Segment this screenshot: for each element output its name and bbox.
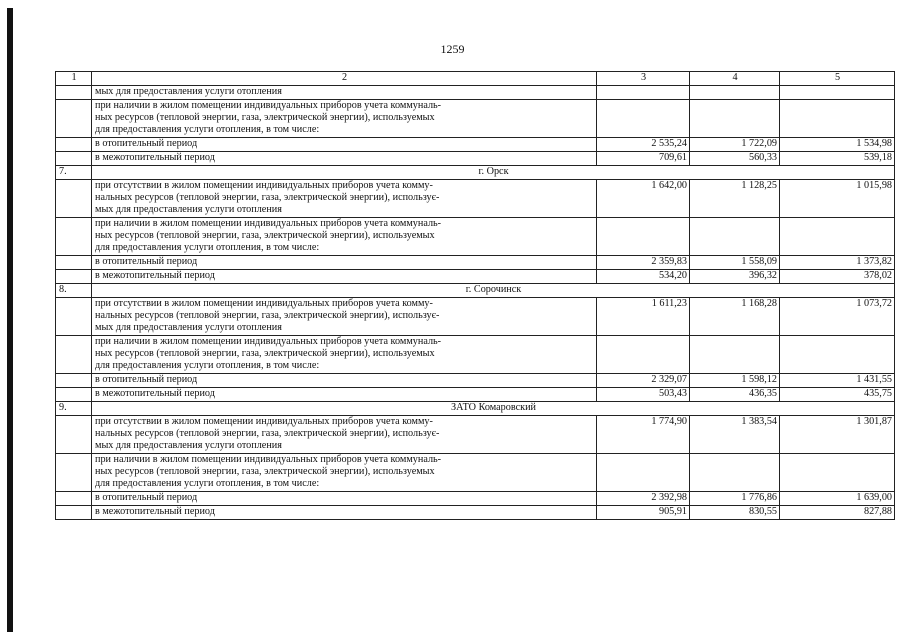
table-row bbox=[56, 138, 895, 152]
header-cell: 5 bbox=[780, 72, 895, 86]
description-cell bbox=[92, 374, 597, 388]
value-col5 bbox=[780, 336, 895, 374]
value-col5 bbox=[780, 100, 895, 138]
value-col5: 378,02 bbox=[780, 270, 895, 284]
value-col5: 1 431,55 bbox=[780, 374, 895, 388]
value-col5: 827,88 bbox=[780, 506, 895, 520]
value-col4: 1 168,28 bbox=[690, 298, 780, 336]
description-line: в межотопительный период bbox=[95, 388, 215, 399]
value-col3: 503,43 bbox=[597, 388, 690, 402]
description-cell bbox=[92, 492, 597, 506]
description-line: ных ресурсов (тепловой энергии, газа, электрической энергии), используемых bbox=[95, 466, 435, 477]
value-col3: 1 642,00 bbox=[597, 180, 690, 218]
header-cell: 2 bbox=[92, 72, 597, 86]
header-cell: 1 bbox=[56, 72, 92, 86]
description-line: при наличии в жилом помещении индивидуальных приборов учета коммуналь- bbox=[95, 336, 442, 347]
value-col3 bbox=[597, 336, 690, 374]
table-row bbox=[56, 152, 895, 166]
table-row bbox=[56, 336, 895, 374]
description-line: нальных ресурсов (тепловой энергии, газа, электрической энергии), использує- bbox=[95, 192, 440, 203]
value-col3: 905,91 bbox=[597, 506, 690, 520]
value-col3: 1 611,23 bbox=[597, 298, 690, 336]
value-col4 bbox=[690, 86, 780, 100]
value-col3: 1 774,90 bbox=[597, 416, 690, 454]
description-cell bbox=[92, 152, 597, 166]
table-header-row bbox=[56, 72, 895, 86]
row-number bbox=[56, 180, 92, 218]
description-line: мых для предоставления услуги отопления bbox=[95, 440, 282, 451]
table-row bbox=[56, 492, 895, 506]
value-col4 bbox=[690, 336, 780, 374]
row-number: 9. bbox=[56, 402, 92, 416]
value-col4: 560,33 bbox=[690, 152, 780, 166]
row-number bbox=[56, 86, 92, 100]
tariff-table-body bbox=[56, 72, 895, 520]
row-number: 7. bbox=[56, 166, 92, 180]
description-line: мых для предоставления услуги отопления bbox=[95, 86, 282, 97]
row-number bbox=[56, 152, 92, 166]
description-line: в отопительный период bbox=[95, 256, 198, 267]
binding-edge bbox=[7, 8, 13, 632]
value-col4 bbox=[690, 218, 780, 256]
table-row bbox=[56, 100, 895, 138]
description-cell bbox=[92, 180, 597, 218]
description-line: при отсутствии в жилом помещении индивидуальных приборов учета комму- bbox=[95, 416, 433, 427]
row-number bbox=[56, 454, 92, 492]
description-line: при отсутствии в жилом помещении индивидуальных приборов учета комму- bbox=[95, 298, 433, 309]
value-col3: 534,20 bbox=[597, 270, 690, 284]
description-cell bbox=[92, 100, 597, 138]
description-line: ных ресурсов (тепловой энергии, газа, электрической энергии), используемых bbox=[95, 112, 435, 123]
table-row bbox=[56, 86, 895, 100]
row-number bbox=[56, 298, 92, 336]
header-cell: 4 bbox=[690, 72, 780, 86]
description-cell bbox=[92, 336, 597, 374]
row-number bbox=[56, 336, 92, 374]
table-row bbox=[56, 180, 895, 218]
value-col4: 396,32 bbox=[690, 270, 780, 284]
value-col4: 1 776,86 bbox=[690, 492, 780, 506]
value-col5: 1 301,87 bbox=[780, 416, 895, 454]
value-col5: 1 073,72 bbox=[780, 298, 895, 336]
row-number bbox=[56, 388, 92, 402]
description-line: при наличии в жилом помещении индивидуальных приборов учета коммуналь- bbox=[95, 100, 442, 111]
value-col4: 1 598,12 bbox=[690, 374, 780, 388]
description-cell bbox=[92, 270, 597, 284]
row-number bbox=[56, 100, 92, 138]
description-cell bbox=[92, 138, 597, 152]
header-cell: 3 bbox=[597, 72, 690, 86]
description-line: нальных ресурсов (тепловой энергии, газа, электрической энергии), использує- bbox=[95, 310, 440, 321]
row-number bbox=[56, 138, 92, 152]
value-col4: 436,35 bbox=[690, 388, 780, 402]
value-col5: 539,18 bbox=[780, 152, 895, 166]
value-col5: 1 534,98 bbox=[780, 138, 895, 152]
description-cell bbox=[92, 388, 597, 402]
table-row bbox=[56, 388, 895, 402]
value-col4: 1 128,25 bbox=[690, 180, 780, 218]
value-col4: 1 383,54 bbox=[690, 416, 780, 454]
description-line: мых для предоставления услуги отопления bbox=[95, 204, 282, 215]
table-row bbox=[56, 256, 895, 270]
description-line: мых для предоставления услуги отопления bbox=[95, 322, 282, 333]
row-number bbox=[56, 492, 92, 506]
description-line: в отопительный период bbox=[95, 374, 198, 385]
description-cell bbox=[92, 298, 597, 336]
value-col5: 1 015,98 bbox=[780, 180, 895, 218]
row-number bbox=[56, 506, 92, 520]
row-number bbox=[56, 374, 92, 388]
table-row bbox=[56, 416, 895, 454]
description-line: для предоставления услуги отопления, в том числе: bbox=[95, 360, 320, 371]
row-number bbox=[56, 416, 92, 454]
table-row bbox=[56, 218, 895, 256]
description-line: в отопительный период bbox=[95, 492, 198, 503]
table-row bbox=[56, 454, 895, 492]
value-col3: 709,61 bbox=[597, 152, 690, 166]
value-col5: 435,75 bbox=[780, 388, 895, 402]
description-cell bbox=[92, 86, 597, 100]
value-col4 bbox=[690, 100, 780, 138]
value-col4: 830,55 bbox=[690, 506, 780, 520]
city-name: г. Орск bbox=[92, 166, 895, 180]
city-row bbox=[56, 284, 895, 298]
city-row bbox=[56, 166, 895, 180]
description-line: при наличии в жилом помещении индивидуальных приборов учета коммуналь- bbox=[95, 218, 442, 229]
description-line: в межотопительный период bbox=[95, 152, 215, 163]
description-line: для предоставления услуги отопления, в том числе: bbox=[95, 478, 320, 489]
value-col5: 1 373,82 bbox=[780, 256, 895, 270]
description-cell bbox=[92, 506, 597, 520]
table-row bbox=[56, 374, 895, 388]
description-line: в межотопительный период bbox=[95, 506, 215, 517]
tariff-table bbox=[55, 71, 895, 520]
value-col3 bbox=[597, 100, 690, 138]
value-col3: 2 535,24 bbox=[597, 138, 690, 152]
city-name: г. Сорочинск bbox=[92, 284, 895, 298]
row-number bbox=[56, 270, 92, 284]
description-cell bbox=[92, 416, 597, 454]
row-number bbox=[56, 218, 92, 256]
value-col3 bbox=[597, 454, 690, 492]
city-name: ЗАТО Комаровский bbox=[92, 402, 895, 416]
value-col3: 2 359,83 bbox=[597, 256, 690, 270]
value-col5 bbox=[780, 454, 895, 492]
description-line: для предоставления услуги отопления, в том числе: bbox=[95, 242, 320, 253]
value-col5 bbox=[780, 86, 895, 100]
table-row bbox=[56, 298, 895, 336]
row-number bbox=[56, 256, 92, 270]
value-col5 bbox=[780, 218, 895, 256]
value-col4: 1 722,09 bbox=[690, 138, 780, 152]
description-line: в межотопительный период bbox=[95, 270, 215, 281]
description-line: ных ресурсов (тепловой энергии, газа, электрической энергии), используемых bbox=[95, 230, 435, 241]
description-cell bbox=[92, 218, 597, 256]
description-cell bbox=[92, 454, 597, 492]
table-row bbox=[56, 270, 895, 284]
description-line: в отопительный период bbox=[95, 138, 198, 149]
value-col4 bbox=[690, 454, 780, 492]
description-line: ных ресурсов (тепловой энергии, газа, электрической энергии), используемых bbox=[95, 348, 435, 359]
value-col3 bbox=[597, 218, 690, 256]
value-col3: 2 392,98 bbox=[597, 492, 690, 506]
table-row bbox=[56, 506, 895, 520]
row-number: 8. bbox=[56, 284, 92, 298]
value-col4: 1 558,09 bbox=[690, 256, 780, 270]
value-col3: 2 329,07 bbox=[597, 374, 690, 388]
value-col5: 1 639,00 bbox=[780, 492, 895, 506]
city-row bbox=[56, 402, 895, 416]
value-col3 bbox=[597, 86, 690, 100]
description-line: при наличии в жилом помещении индивидуальных приборов учета коммуналь- bbox=[95, 454, 442, 465]
description-cell bbox=[92, 256, 597, 270]
page-number: 1259 bbox=[440, 42, 465, 56]
description-line: при отсутствии в жилом помещении индивидуальных приборов учета комму- bbox=[95, 180, 433, 191]
description-line: для предоставления услуги отопления, в том числе: bbox=[95, 124, 320, 135]
description-line: нальных ресурсов (тепловой энергии, газа, электрической энергии), использує- bbox=[95, 428, 440, 439]
